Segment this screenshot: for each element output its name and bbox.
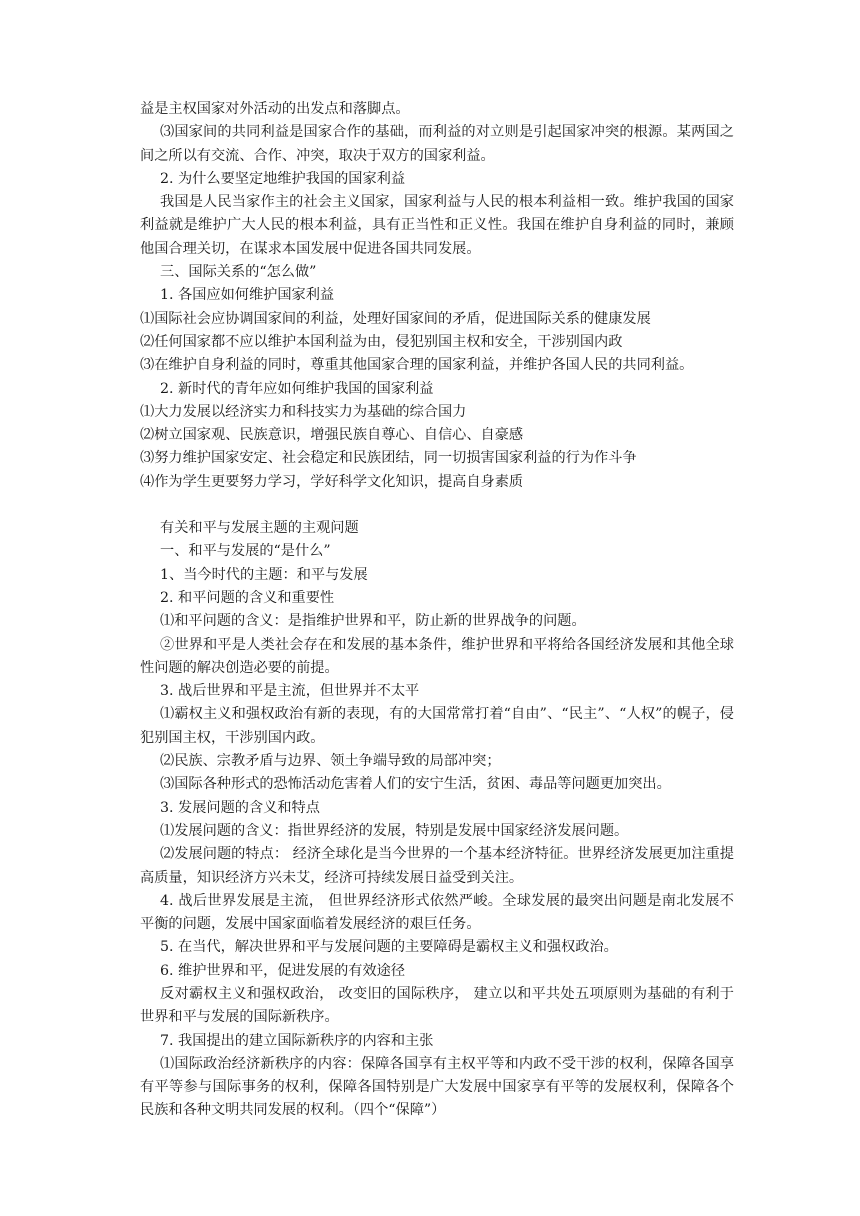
heading-peace-meaning: 2. 和平问题的含义和重要性	[160, 589, 335, 606]
heading-how-countries-defend: 1. 各国应如何维护国家利益	[160, 287, 335, 304]
paragraph-effective-ways: 反对霸权主义和强权政治， 改变旧的国际秩序， 建立以和平共处五项原则为基础的有利于世界和平与发展的国际新秩序。	[140, 985, 734, 1026]
list-item-3: ⑶在维护自身利益的同时，尊重其他国家合理的国家利益，并维护各国人民的共同利益。	[140, 357, 694, 374]
section-title-peace-development: 有关和平与发展主题的主观问题	[160, 520, 359, 537]
paragraph-development-meaning: ⑴发展问题的含义：指世界经济的发展，特别是发展中国家经济发展问题。	[160, 822, 629, 839]
list-item-5: ⑵树立国家观、民族意识，增强民族自尊心、自信心、自豪感	[140, 427, 524, 444]
heading-development-meaning: 3. 发展问题的含义和特点	[160, 799, 320, 816]
heading-why-defend-interest: 2. 为什么要坚定地维护我国的国家利益	[160, 170, 406, 187]
paragraph-2: ⑶国家间的共同利益是国家合作的基础，而利益的对立则是引起国家冲突的根源。某两国之间之所以有交流、合作、冲突，取决于双方的国家利益。	[140, 124, 734, 164]
heading-postwar-peace: 3. 战后世界和平是主流，但世界并不太平	[160, 683, 420, 700]
paragraph-hegemony: ⑴霸权主义和强权政治有新的表现，有的大国常常打着“自由”、“民主”、“人权”的幌子，侵犯别国主权，干涉别国内政。	[140, 706, 734, 746]
list-item-1: ⑴国际社会应协调国家间的利益，处理好国家间的矛盾，促进国际关系的健康发展	[140, 310, 651, 327]
section-heading-how: 三、国际关系的“怎么做”	[160, 264, 317, 281]
paragraph-peace-meaning: ⑴和平问题的含义：是指维护世界和平，防止新的世界战争的问题。	[160, 613, 586, 630]
list-item-4: ⑴大力发展以经济实力和科技实力为基础的综合国力	[140, 403, 467, 420]
heading-effective-ways: 6. 维护世界和平，促进发展的有效途径	[160, 962, 406, 979]
paragraph-terrorism: ⑶国际各种形式的恐怖活动危害着人们的安宁生活，贫困、毒品等问题更加突出。	[160, 776, 671, 793]
list-item-7: ⑷作为学生更要努力学习，学好科学文化知识，提高自身素质	[140, 473, 524, 490]
heading-new-order: 7. 我国提出的建立国际新秩序的内容和主张	[160, 1032, 434, 1049]
paragraph-main-obstacle: 5. 在当代，解决世界和平与发展问题的主要障碍是霸权主义和强权政治。	[160, 939, 618, 956]
list-item-2: ⑵任何国家都不应以维护本国利益为由，侵犯别国主权和安全，干涉别国内政	[140, 333, 623, 350]
paragraph-local-conflicts: ⑵民族、宗教矛盾与边界、领土争端导致的局部冲突；	[160, 753, 501, 770]
heading-theme-of-era: 1、当今时代的主题：和平与发展	[160, 566, 368, 583]
heading-youth-defend: 2. 新时代的青年应如何维护我国的国家利益	[160, 380, 434, 397]
paragraph-development-features: ⑵发展问题的特点： 经济全球化是当今世界的一个基本经济特征。世界经济发展更加注重提高质量，知识经济方兴未艾，经济可持续发展日益受到关注。	[140, 846, 734, 886]
blank-line	[140, 494, 734, 517]
section-heading-what: 一、和平与发展的“是什么”	[160, 543, 331, 560]
paragraph-new-order-content: ⑴国际政治经济新秩序的内容：保障各国享有主权平等和内政不受干涉的权利，保障各国享有平等参与国际事务的权利，保障各国特别是广大发展中国家享有平等的发展权利，保障各个民族和各种文明共同发展的权利。（四个“保障”）	[140, 1055, 734, 1119]
paragraph-postwar-development: 4. 战后世界发展是主流， 但世界经济形式依然严峻。全球发展的最突出问题是南北发展不平衡的问题，发展中国家面临着发展经济的艰巨任务。	[140, 892, 734, 933]
paragraph-peace-importance: ②世界和平是人类社会存在和发展的基本条件，维护世界和平将给各国经济发展和其他全球性问题的解决创造必要的前提。	[140, 636, 734, 676]
list-item-6: ⑶努力维护国家安定、社会稳定和民族团结，同一切损害国家利益的行为作斗争	[140, 450, 637, 467]
document-body	[140, 98, 734, 1123]
paragraph-4: 我国是人民当家作主的社会主义国家，国家利益与人民的根本利益相一致。维护我国的国家利益就是维护广大人民的根本利益，具有正当性和正义性。我国在维护自身利益的同时，兼顾他国合理关切，在谋求本国发展中促进各国共同发展。	[140, 194, 734, 257]
paragraph-1: 益是主权国家对外活动的出发点和落脚点。	[140, 101, 410, 117]
